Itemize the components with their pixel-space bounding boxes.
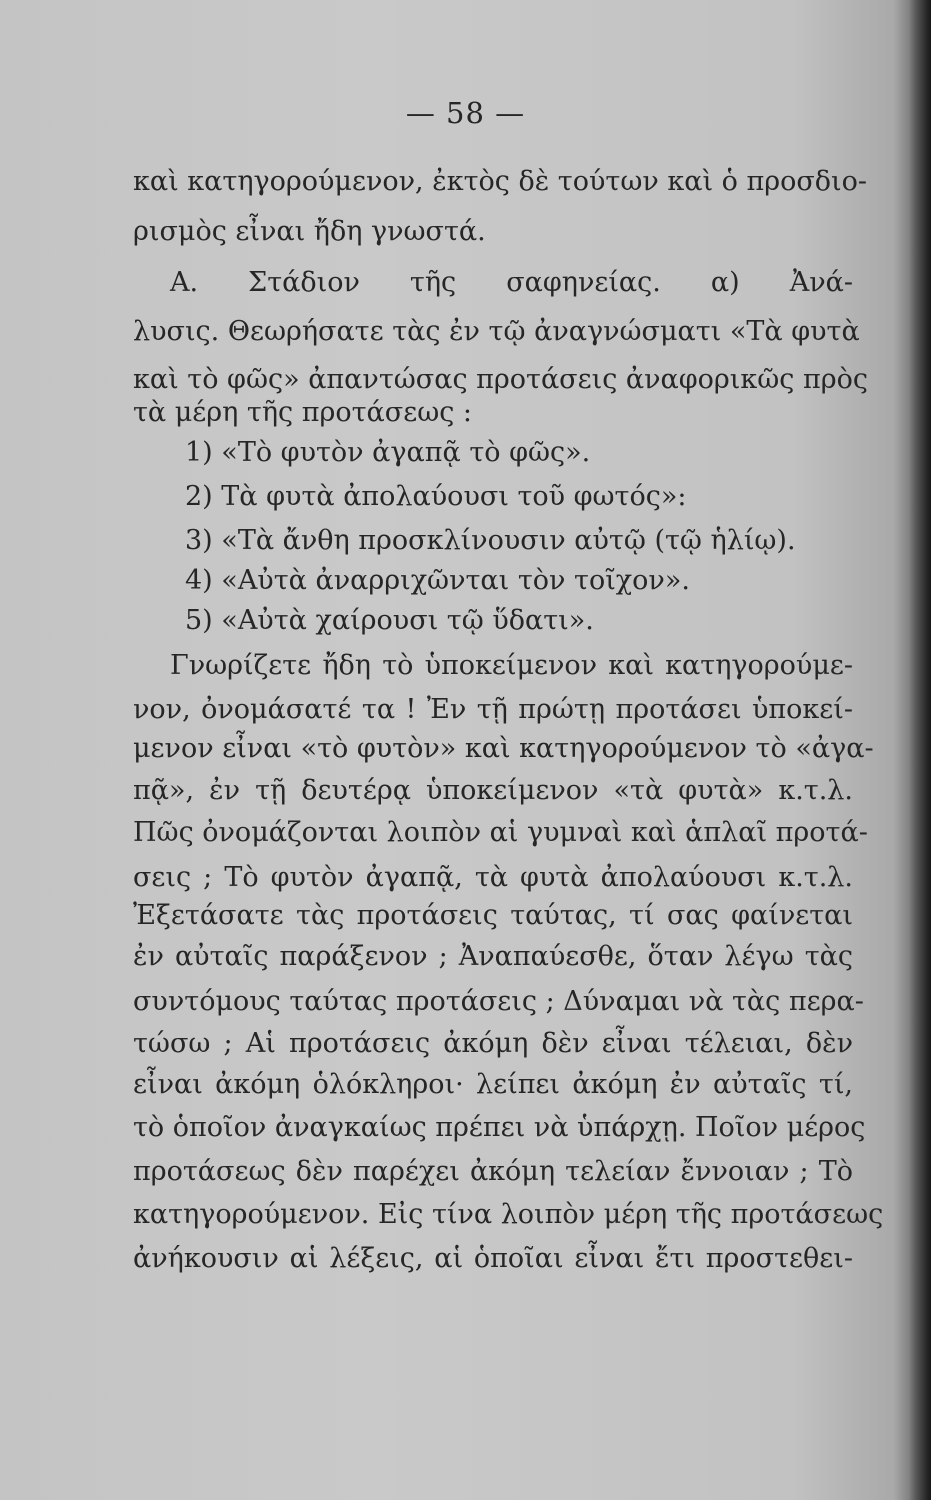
text-line: πᾷ», ἐν τῇ δευτέρᾳ ὑποκείμενον «τὰ φυτὰ» κ.τ.λ. bbox=[133, 775, 853, 806]
book-spine-shadow bbox=[909, 0, 931, 1500]
page-number: — 58 — bbox=[405, 96, 526, 130]
example-sentence-5: 5) «Αὐτὰ χαίρουσι τῷ ὕδατι». bbox=[185, 605, 594, 636]
text-line: κατηγορούμενον. Εἰς τίνα λοιπὸν μέρη τῆς προτάσεως bbox=[133, 1199, 884, 1230]
text-line: τώσω ; Αἱ προτάσεις ἀκόμη δὲν εἶναι τέλειαι, δὲν bbox=[133, 1028, 853, 1059]
text-line: μενον εἶναι «τὸ φυτὸν» καὶ κατηγορούμενον τὸ «ἀγα- bbox=[133, 733, 874, 764]
text-line: εἶναι ἀκόμη ὁλόκληροι· λείπει ἀκόμη ἐν αὐταῖς τί, bbox=[133, 1069, 853, 1100]
text-line: τὰ μέρη τῆς προτάσεως : bbox=[133, 397, 473, 428]
text-line: καὶ κατηγορούμενον, ἐκτὸς δὲ τούτων καὶ ὁ προσδιο- bbox=[133, 166, 867, 197]
text-line: ἀνήκουσιν αἱ λέξεις, αἱ ὁποῖαι εἶναι ἔτι προστεθει- bbox=[133, 1243, 853, 1274]
example-sentence-3: 3) «Τὰ ἄνθη προσκλίνουσιν αὐτῷ (τῷ ἡλίῳ). bbox=[185, 525, 796, 556]
example-sentence-2: 2) Τὰ φυτὰ ἀπολαύουσι τοῦ φωτός»: bbox=[185, 481, 687, 512]
text-line: σεις ; Τὸ φυτὸν ἀγαπᾷ, τὰ φυτὰ ἀπολαύουσι κ.τ.λ. bbox=[133, 862, 853, 893]
text-line: καὶ τὸ φῶς» ἀπαντώσας προτάσεις ἀναφορικῶς πρὸς bbox=[133, 364, 868, 395]
text-line: Πῶς ὀνομάζονται λοιπὸν αἱ γυμναὶ καὶ ἁπλαῖ προτά- bbox=[133, 817, 868, 848]
text-line: Ἐξετάσατε τὰς προτάσεις ταύτας, τί σας φαίνεται bbox=[133, 900, 853, 931]
example-sentence-4: 4) «Αὐτὰ ἀναρριχῶνται τὸν τοῖχον». bbox=[185, 565, 690, 596]
text-line: νον, ὀνομάσατέ τα ! Ἐν τῇ πρώτῃ προτάσει ὑποκεί- bbox=[133, 694, 853, 725]
text-line: συντόμους ταύτας προτάσεις ; Δύναμαι νὰ τὰς περα- bbox=[133, 986, 864, 1017]
text-line: τὸ ὁποῖον ἀναγκαίως πρέπει νὰ ὑπάρχῃ. Ποῖον μέρος bbox=[133, 1112, 866, 1143]
text-line: Γνωρίζετε ἤδη τὸ ὑποκείμενον καὶ κατηγορούμε- bbox=[170, 650, 853, 681]
text-line: ἐν αὐταῖς παράξενον ; Ἀναπαύεσθε, ὅταν λέγω τὰς bbox=[133, 941, 853, 972]
text-line: προτάσεως δὲν παρέχει ἀκόμη τελείαν ἔννοιαν ; Τὸ bbox=[133, 1156, 853, 1187]
text-line: ρισμὸς εἶναι ἤδη γνωστά. bbox=[133, 216, 486, 247]
section-heading-line: Α. Στάδιον τῆς σαφηνείας. α) Ἀνά- bbox=[170, 267, 853, 298]
example-sentence-1: 1) «Τὸ φυτὸν ἀγαπᾷ τὸ φῶς». bbox=[185, 437, 591, 468]
text-line: λυσις. Θεωρήσατε τὰς ἐν τῷ ἀναγνώσματι «Τὰ φυτὰ bbox=[133, 316, 860, 347]
